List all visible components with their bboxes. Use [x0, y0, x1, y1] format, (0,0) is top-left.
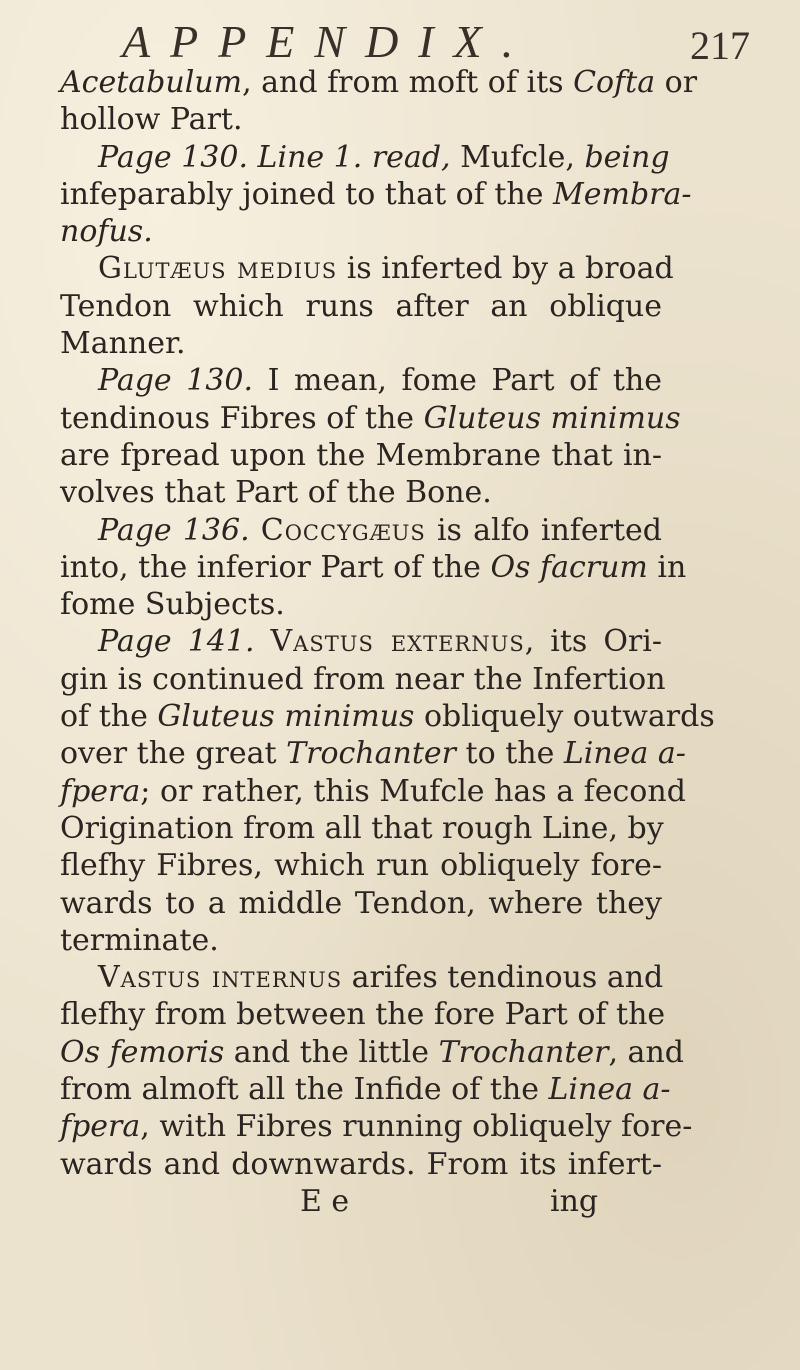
text-run: infeparably joined to that of the [60, 176, 554, 212]
italic-run: Page 141. [98, 624, 255, 660]
text-line [60, 1034, 684, 1071]
signature-mark: E e [300, 1183, 350, 1219]
italic-run: Gluteus minimus [157, 699, 415, 735]
small-caps-run: Coccygæus [260, 512, 426, 548]
italic-run: fpera [60, 773, 141, 809]
footer-line [60, 1183, 662, 1220]
text-run: wards and downwards. From its infert- [60, 1146, 662, 1182]
small-caps-run: Vastus internus [98, 960, 343, 996]
text-run: terminate. [60, 922, 219, 958]
text-run: in [647, 549, 687, 585]
text-line [60, 250, 674, 287]
body-text [60, 64, 715, 1220]
italic-run: Os femoris [60, 1034, 225, 1070]
italic-run: Gluteus minimus [423, 400, 681, 436]
text-run: into, the inferior Part of the [60, 549, 491, 585]
text-line [60, 735, 686, 772]
text-line [60, 586, 662, 623]
text-line [60, 400, 681, 437]
text-line [60, 698, 715, 735]
text-run: of the [60, 699, 158, 735]
text-run: is alfo inferted [425, 512, 663, 548]
text-run: and the little [224, 1034, 439, 1070]
text-run: wards to a middle Tendon, where they [60, 885, 662, 921]
small-caps-run: Vastus externus [270, 624, 525, 660]
text-run: hollow Part. [60, 102, 243, 138]
text-line [60, 959, 662, 996]
text-run [250, 513, 261, 548]
text-line [60, 139, 670, 176]
text-line [60, 101, 662, 138]
text-run [255, 624, 271, 659]
text-line [60, 1146, 662, 1183]
text-line [60, 474, 662, 511]
text-line [60, 213, 662, 250]
text-run: fome Subjects. [60, 587, 285, 623]
text-line [60, 996, 666, 1033]
running-head [0, 18, 800, 66]
text-run: , with Fibres running obliquely fore- [140, 1109, 693, 1145]
italic-run: Trochanter [438, 1034, 609, 1070]
text-run: is inferted by a broad [337, 251, 674, 287]
text-line [60, 437, 662, 474]
text-run: gin is continued from near the Infertion [60, 661, 666, 697]
catchword: ing [550, 1183, 599, 1219]
italic-run: Linea a- [563, 736, 686, 772]
italic-run: nofus. [60, 214, 153, 250]
text-line [60, 362, 662, 399]
text-line [60, 176, 692, 213]
text-run: from almoft all the Infide of the [60, 1072, 549, 1108]
text-run: volves that Part of the Bone. [60, 475, 492, 511]
text-line [60, 64, 698, 101]
text-line [60, 661, 666, 698]
text-run: tendinous Fibres of the [60, 400, 424, 436]
text-line [60, 512, 662, 549]
text-run: Mufcle, [450, 139, 585, 175]
text-run: arifes tendinous and [342, 960, 664, 996]
text-run: , its Ori- [524, 624, 663, 660]
text-line [60, 922, 662, 959]
text-line [60, 288, 662, 325]
text-run: , and from moft of its [242, 65, 574, 100]
text-line [60, 773, 686, 810]
text-run: obliquely outwards [414, 699, 715, 735]
text-run: are fpread upon the Membrane that in- [60, 437, 662, 473]
text-run: Manner. [60, 326, 186, 362]
italic-run: Membra- [553, 176, 692, 212]
italic-run: Page 136. [98, 512, 250, 548]
italic-run: fpera [60, 1109, 141, 1145]
text-run: flefhy from between the fore Part of the [60, 997, 666, 1033]
text-line [60, 810, 662, 847]
italic-run: Cofta [573, 65, 656, 100]
text-line [60, 623, 662, 660]
text-line [60, 1108, 693, 1145]
text-run: flefhy Fibres, which run obliquely fore- [60, 848, 662, 884]
running-head-title: APPENDIX. [122, 16, 534, 67]
small-caps-run: Glutæus medius [98, 251, 338, 287]
text-line [60, 549, 687, 586]
text-run: over the great [60, 736, 287, 772]
text-run: to the [456, 736, 564, 772]
text-line [60, 847, 662, 884]
text-run: , and [608, 1034, 684, 1070]
text-run: Tendon which runs after an oblique [60, 288, 662, 324]
text-line [60, 885, 662, 922]
page-number: 217 [690, 23, 750, 68]
italic-run: Acetabulum [60, 65, 243, 100]
italic-run: Os facrum [490, 549, 648, 585]
text-run: I mean, fome Part of the [253, 363, 663, 399]
italic-run: Trochanter [286, 736, 456, 772]
text-line [60, 1071, 671, 1108]
italic-run: Linea a- [548, 1072, 671, 1108]
text-run: or [655, 65, 698, 100]
text-run: Origination from all that rough Line, by [60, 810, 664, 846]
italic-run: Page 130. Line 1. read, [98, 139, 451, 175]
text-line [60, 325, 662, 362]
italic-run: being [584, 139, 670, 175]
italic-run: Page 130. [98, 363, 254, 399]
text-run: ; or rather, this Mufcle has a fecond [140, 773, 686, 809]
